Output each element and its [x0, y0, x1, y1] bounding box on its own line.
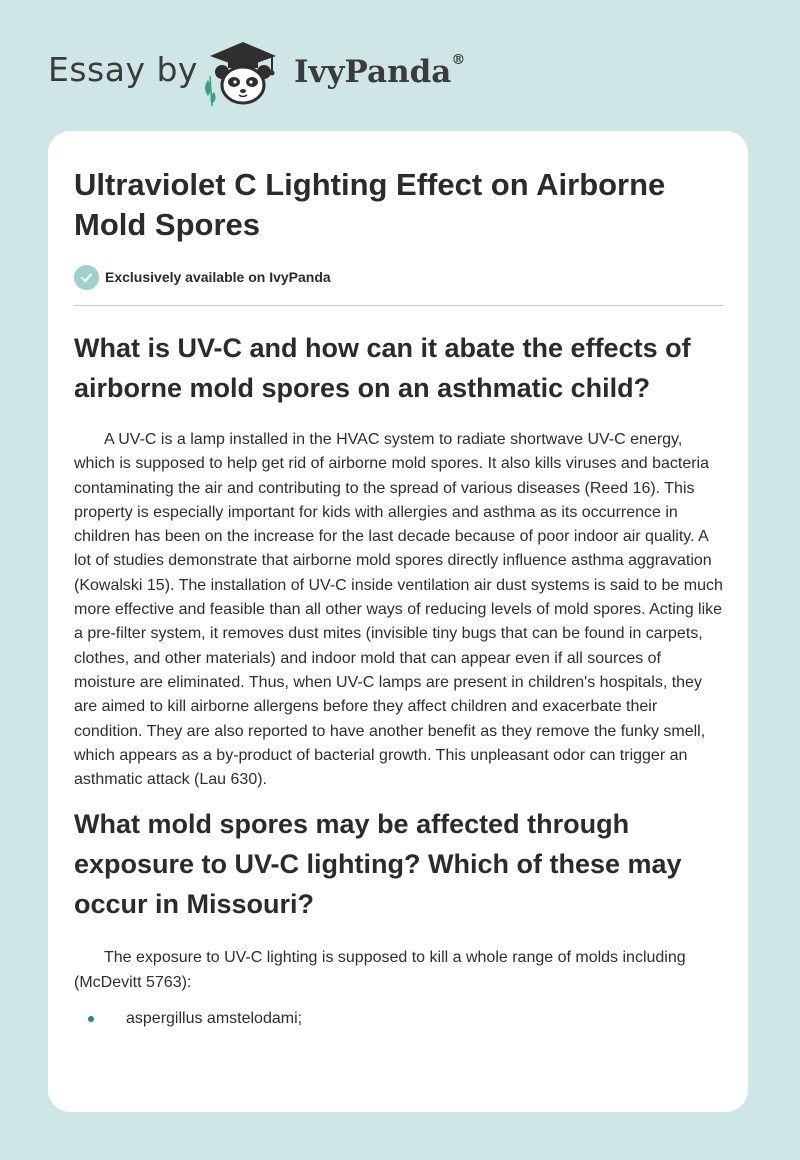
badge-label: Exclusively available on IvyPanda: [105, 269, 331, 285]
divider: [74, 305, 724, 306]
check-circle-icon: [74, 265, 99, 290]
bullet-dot-icon: [88, 1016, 94, 1022]
logo-brand: IvyPanda®: [294, 52, 466, 90]
content-inner: [74, 165, 724, 1031]
list-item-text: aspergillus amstelodami;: [126, 1010, 303, 1028]
section-paragraph-uvc: A UV-C is a lamp installed in the HVAC system to radiate shortwave UV-C energy, which is supposed to help get rid of airborne mold spores. It also kills viruses and bacteria contaminating the air and contributing to the spread of various diseases (Reed 16). This property is especially important for kids with allergies and asthma as its occurrence in children has been on the increase for the last decade because of poor indoor air quality. A lot of studies demonstrate that airborne mold spores directly influence asthma aggravation (Kowalski 15). The installation of UV-C inside ventilation air dust systems is said to be much more effective and feasible than all other ways of reducing levels of mold spores. Acting like a pre-filter system, it removes dust mites (invisible tiny bugs that can be found in carpets, clothes, and other materials) and indoor mold that can appear even if all sources of moisture are eliminated. Thus, when UV-C lamps are present in children's hospitals, they are aimed to kill airborne allergens before they affect children and exacerbate their condition. They are also reported to have another benefit as they remove the funky smell, which appears as a by-product of bacterial growth. This unpleasant odor can trigger an asthmatic attack (Lau 630).: [74, 431, 723, 789]
section-heading-mold-spores: What mold spores may be affected through exposure to UV-C lighting? Which of these may occur in Missouri?: [74, 809, 682, 920]
site-logo[interactable]: [48, 36, 508, 106]
panda-graduate-icon: [200, 36, 286, 106]
mold-list: [74, 1007, 724, 1031]
trademark-symbol: ®: [451, 52, 466, 68]
exclusive-badge: [74, 263, 724, 291]
page-title: Ultraviolet C Lighting Effect on Airborne Mold Spores: [74, 167, 666, 242]
logo-prefix: Essay by: [48, 50, 198, 89]
section-heading-uvc: What is UV-C and how can it abate the effects of airborne mold spores on an asthmatic child?: [74, 333, 691, 403]
content-card: [48, 131, 748, 1112]
section-paragraph-mold-spores: The exposure to UV-C lighting is supposed to kill a whole range of molds including (McDevitt 5763):: [74, 949, 686, 991]
list-item: [74, 1007, 724, 1031]
